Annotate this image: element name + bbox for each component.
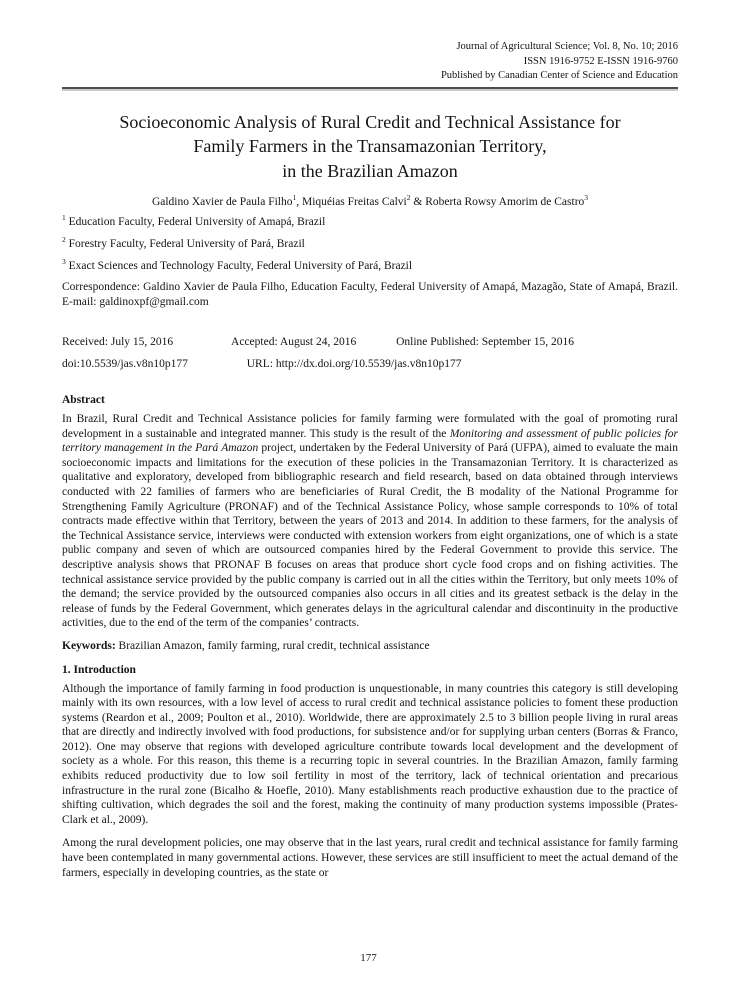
paper-title-line-3: in the Brazilian Amazon [282, 160, 458, 181]
abstract-project-title-italic: Monitoring and assessment of public policies for territory management in the Pará Amazon [62, 427, 678, 455]
paper-title-line-1: Socioeconomic Analysis of Rural Credit and Technical Assistance for [119, 111, 621, 132]
author-separator-1: , [296, 196, 302, 208]
affiliation-2-text: Forestry Faculty, Federal University of Pará, Brazil [65, 238, 305, 250]
affiliation-2 [62, 237, 678, 252]
dates-row [62, 335, 678, 350]
abstract-paragraph [62, 412, 678, 631]
online-published-date: Online Published: September 15, 2016 [396, 336, 575, 348]
introduction-paragraph-1: Although the importance of family farming in food production is unquestionable, in many countries this category is still developing mainly with its own resources, with a low level of access to rural credit and technical assistance policies to foment these production systems (Reardon et al., 2009; Poulton et al., 2010). Worldwide, there are approximately 2.5 to 3 billion people living in rural areas that are directly and indirectly involved with food productions, for subsistence and/or for supplying urban centers (Borras & Franco, 2012). One may observe that regions with developed agriculture contribute towards local development and the development of society as a whole. For this reason, this theme is a recurring topic in several countries. In the Brazilian Amazon, family farming exhibits reduced productivity due to low soil fertility in most of the territory, lack of technical orientation and precarious infrastructure in the rural zone (Bicalho & Hoefle, 2010). Many establishments reach productive exhaustion due to the practice of shifting cultivation, which degrades the soil and the forest, making the continuity of many production systems impossible (Prates-Clark et al., 2009). [62, 682, 678, 826]
affiliation-3-marker: 3 [62, 257, 66, 267]
doi-row [62, 357, 678, 372]
author-2-affiliation-marker: 2 [406, 193, 411, 203]
author-1-name: Galdino Xavier de Paula Filho [151, 196, 293, 208]
keywords-text: Brazilian Amazon, family farming, rural credit, technical assistance [115, 639, 430, 652]
paper-title [62, 110, 678, 184]
author-separator-2: & [410, 196, 426, 208]
doi-text: doi:10.5539/jas.v8n10p177 [62, 358, 188, 370]
affiliation-1 [62, 215, 678, 230]
author-2-name: Miquéias Freitas Calvi [301, 196, 407, 208]
introduction-paragraph-2: Among the rural development policies, one may observe that in the last years, rural credit and technical assistance for family farming have been contemplated in many governmental actions. However, these services are still insufficient to meet the actual demand of the farmers, especially in developing countries, as the state or [62, 837, 678, 879]
keywords-label: Keywords: [62, 639, 116, 652]
header-rule [62, 87, 678, 89]
author-1-affiliation-marker: 1 [292, 193, 297, 203]
accepted-date: Accepted: August 24, 2016 [231, 336, 357, 348]
journal-header [62, 40, 678, 84]
affiliation-3-text: Exact Sciences and Technology Faculty, Federal University of Pará, Brazil [65, 260, 413, 272]
affiliation-2-marker: 2 [62, 235, 66, 245]
url-text: URL: http://dx.doi.org/10.5539/jas.v8n10p177 [246, 358, 462, 370]
author-3-affiliation-marker: 3 [584, 193, 589, 203]
received-date: Received: July 15, 2016 [62, 336, 174, 348]
abstract-text-part-2: project, undertaken by the Federal University of Pará (UFPA), aimed to evaluate the main socioeconomic impacts and limitations for the execution of these policies in the Transamazonian Territory. It is characterized as qualitative and exploratory, developed from bibliographic research and field research, based on data obtained through interviews conducted with 22 families of farmers who are beneficiaries of Rural Credit, the B modality of the National Programme for Strengthening Family Agriculture (PRONAF) and of the Technical Assistance Policy, whose sample corresponds to 10% of total contracts made effective within that Territory, between the years of 2013 and 2014. In addition to these farmers, for the analysis of the Technical Assistance service, interviews were conducted with extension workers from eight organizations, one of which is a state public company and seven of which are outsourced companies hired by the Federal Government to provide this service. The descriptive analysis shows that PRONAF B focuses on areas that produce short cycle food crops and on fishing activities. The technical assistance service provided by the public company is carried out in all the cities within the Territory, but only meets 10% of the demand; the service provided by the outsourced companies also occurs in all cities and its greatest setback is the delay in the release of funds by the Federal Government, which generates delays in the agricultural calendar and discontinuity in the productive activities, due to the end of the term of the companies’ contracts. [62, 442, 678, 630]
keywords-line [62, 639, 678, 654]
abstract-heading: Abstract [62, 394, 105, 406]
author-3-name: Roberta Rowsy Amorim de Castro [425, 196, 585, 208]
affiliation-1-marker: 1 [62, 213, 66, 223]
page-number: 177 [360, 952, 377, 964]
abstract-text-part-1: In Brazil, Rural Credit and Technical Assistance policies for family farming were formulated with the goal of promoting rural development in a sustainable and integrated manner. This study is the result of the [62, 413, 678, 440]
journal-name: Journal of Agricultural Science; Vol. 8, No. 10; 2016 [456, 41, 678, 52]
affiliation-1-text: Education Faculty, Federal University of Amapá, Brazil [65, 216, 326, 228]
affiliations-block [62, 215, 678, 274]
authors-line [62, 193, 678, 208]
affiliation-3 [62, 259, 678, 274]
introduction-heading: 1. Introduction [62, 663, 136, 676]
journal-issn: ISSN 1916-9752 E-ISSN 1916-9760 [523, 55, 678, 67]
correspondence-paragraph: Correspondence: Galdino Xavier de Paula Filho, Education Faculty, Federal University of Amapá, Mazagão, State of Amapá, Brazil. E-mail: galdinoxpf@gmail.com [62, 281, 678, 308]
journal-publisher: Published by Canadian Center of Science and Education [440, 70, 678, 81]
paper-title-line-2: Family Farmers in the Transamazonian Territory, [193, 136, 547, 156]
